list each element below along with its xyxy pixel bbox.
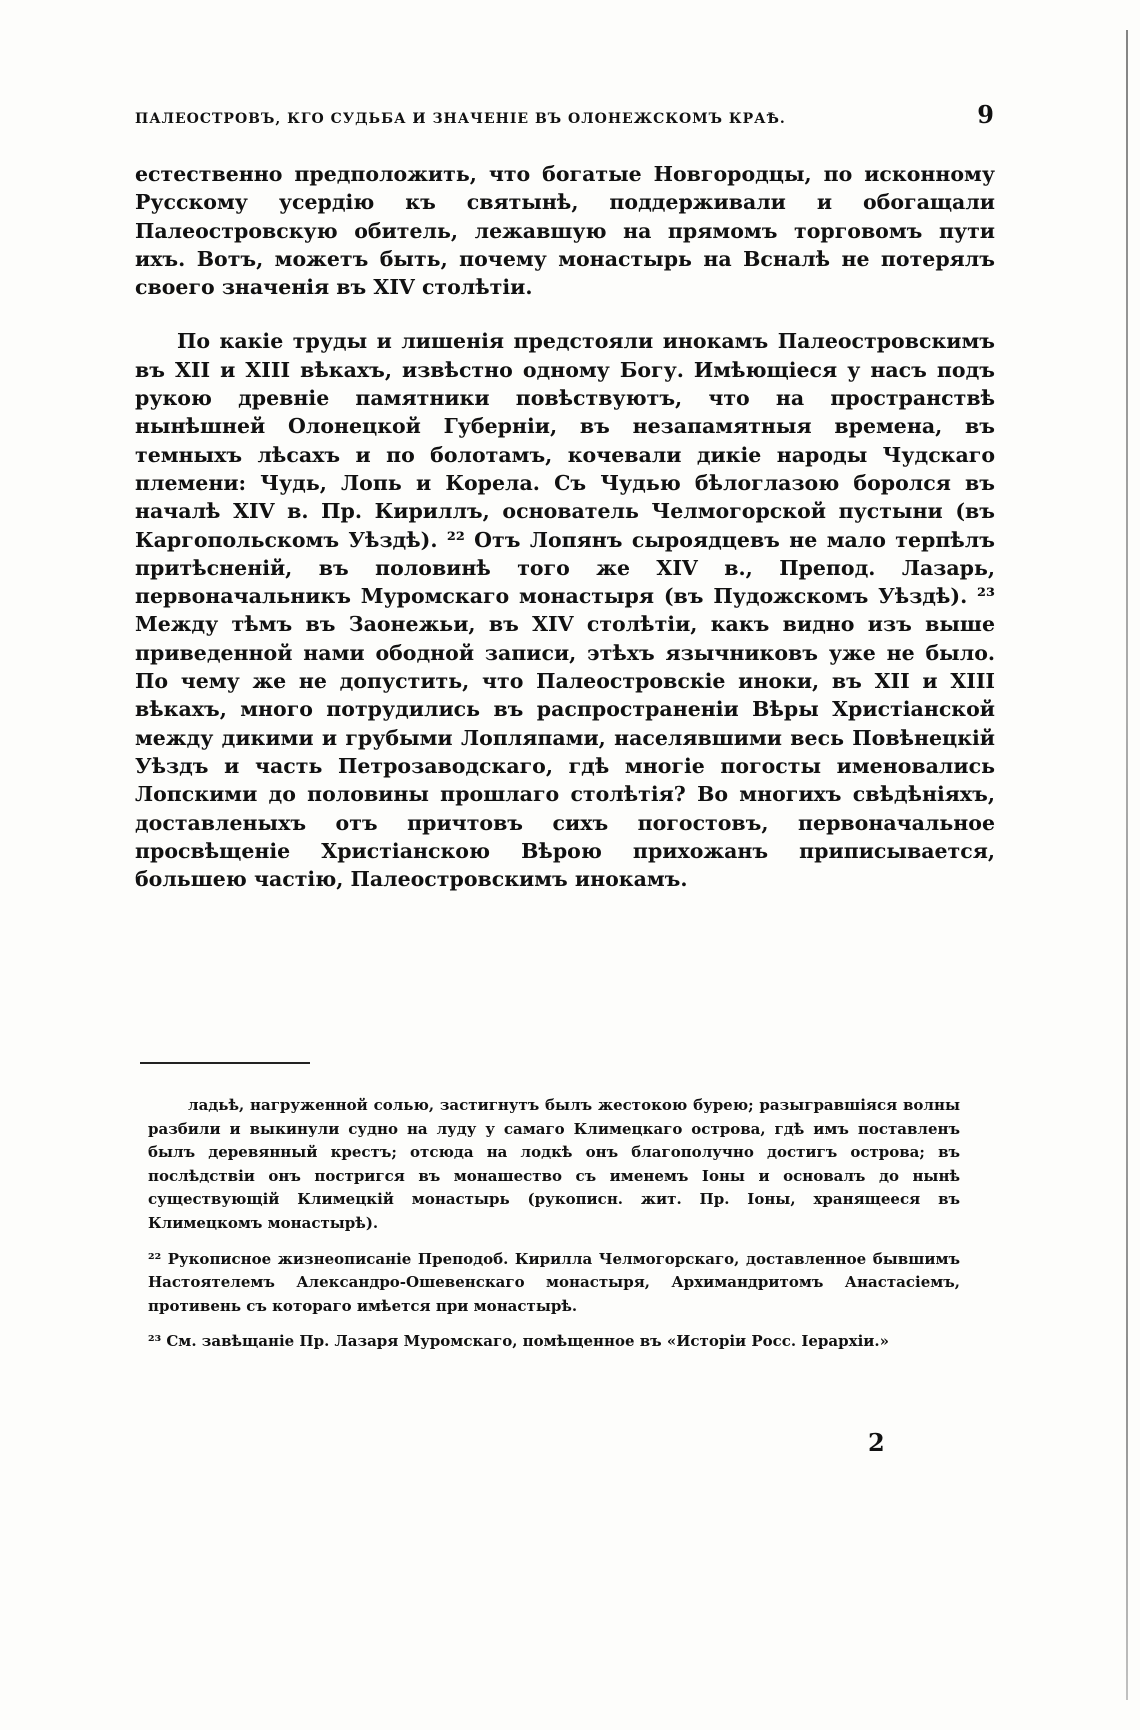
footnote-22: ²² Рукописное жизнеописаніе Преподоб. Кирилла Челмогорскаго, доставленное бывшимъ Настоятелемъ Александро-Ошевенскаго монастыря, Архимандритомъ Анастасіемъ, противень съ котораго имѣется при монастырѣ. — [148, 1249, 960, 1315]
scan-edge-shadow — [1126, 30, 1128, 1700]
paragraph: По какіе труды и лишенія предстояли инокамъ Палеостровскимъ въ XII и XIII вѣкахъ, извѣстно одному Богу. Имѣющіеся у насъ подъ рукою древніе памятники повѣствуютъ, что на пространствѣ нынѣшней Олонецкой Губерніи, въ незапамятныя времена, въ темныхъ лѣсахъ и по болотамъ, кочевали дикіе народы Чудскаго племени: Чудь, Лопь и Корела. Съ Чудью бѣлоглазою боролся въ началѣ XIV в. Пр. Кириллъ, основатель Челмогорской пустыни (въ Каргопольскомъ Уѣздѣ). ²² Отъ Лопянъ сыроядцевъ не мало терпѣлъ притѣсненій, въ половинѣ того же XIV в., Препод. Лазарь, первоначальникъ Муромскаго монастыря (въ Пудожскомъ Уѣздѣ). ²³ Между тѣмъ въ Заонежьи, въ XIV столѣтіи, какъ видно изъ выше приведенной нами ободной записи, этѣхъ язычниковъ уже не было. По чему же не допустить, что Палеостровскіе иноки, въ XII и XIII вѣкахъ, много потрудились въ распространеніи Вѣры Христіанской между дикими и грубыми Лопляпами, населявшими весь Повѣнецкій Уѣздъ и часть Петрозаводскаго, гдѣ многіе погосты именовались Лопскими до половины прошлаго столѣтія? Во многихъ свѣдѣніяхъ, доставленыхъ отъ причтовъ сихъ погостовъ, первоначальное просвѣщеніе Христіанскою Вѣрою прихожанъ приписывается, большею частію, Палеостровскимъ инокамъ. — [135, 329, 995, 892]
main-text — [135, 160, 995, 893]
running-header — [135, 100, 995, 129]
footnote-divider — [140, 1062, 310, 1064]
running-title: ПАЛЕОСТРОВЪ, КГО СУДЬБА И ЗНАЧЕНІЕ ВЪ ОЛОНЕЖСКОМЪ КРАѢ. — [135, 111, 786, 127]
footnote-23: ²³ См. завѣщаніе Пр. Лазаря Муромскаго, помѣщенное въ «Исторіи Росс. Іерархіи.» — [148, 1332, 889, 1351]
footnotes — [148, 1094, 960, 1354]
footnote-continuation: ладьѣ, нагруженной солью, застигнутъ былъ жестокою бурею; разыгравшіяся волны разбили и выкинули судно на луду у самаго Климецкаго острова, гдѣ имъ поставленъ былъ деревянный крестъ; отсюда на лодкѣ онъ благополучно достигъ острова; въ послѣдствіи онъ постригся въ монашество съ именемъ Іоны и основалъ до нынѣ существующій Климецкій монастырь (рукописн. жит. Пр. Іоны, хранящееся въ Климецкомъ монастырѣ). — [148, 1096, 960, 1232]
paragraph: естественно предположить, что богатые Новгородцы, по исконному Русскому усердію къ святынѣ, поддерживали и обогащали Палеостровскую обитель, лежавшую на прямомъ торговомъ пути ихъ. Вотъ, можетъ быть, почему монастырь на Всналѣ не потерялъ своего значенія въ XIV столѣтіи. — [135, 162, 995, 300]
printer-signature-mark: 2 — [868, 1428, 885, 1457]
page-number: 9 — [977, 100, 995, 129]
